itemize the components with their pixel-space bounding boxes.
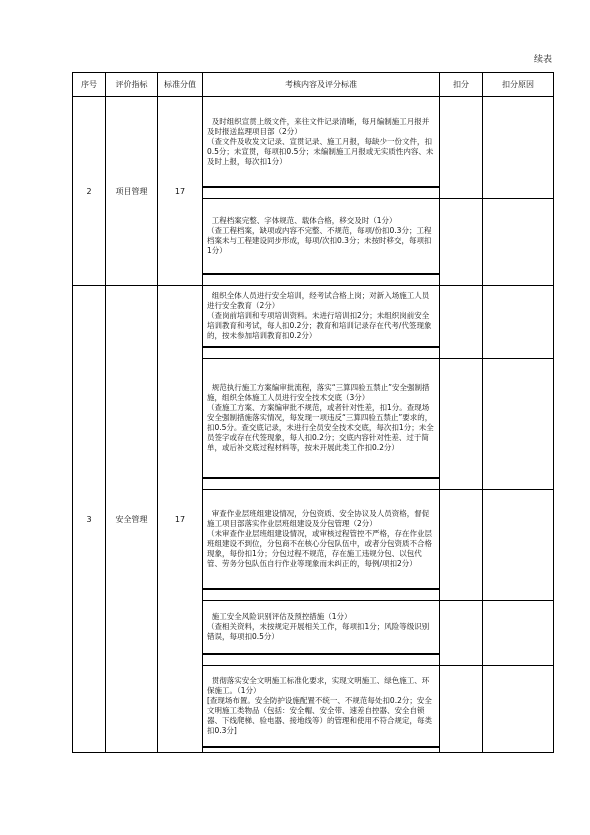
criteria-cell xyxy=(203,490,440,590)
criteria-cell xyxy=(203,286,440,348)
row-divider xyxy=(203,187,440,199)
criteria-cell xyxy=(203,97,440,188)
header-criteria: 考核内容及评分标准 xyxy=(203,73,440,97)
deduct-cell[interactable] xyxy=(440,666,483,753)
reason-cell[interactable] xyxy=(483,199,554,286)
section-no: 3 xyxy=(73,286,106,753)
deduct-cell[interactable] xyxy=(440,199,483,286)
criteria-cell xyxy=(203,601,440,655)
section-score: 17 xyxy=(158,286,203,753)
row-divider xyxy=(203,347,440,359)
evaluation-table xyxy=(72,72,554,753)
section-indicator: 安全管理 xyxy=(106,286,158,753)
section-score: 17 xyxy=(158,97,203,286)
row-divider xyxy=(203,589,440,601)
criteria-cell xyxy=(203,666,440,748)
header-score: 标准分值 xyxy=(158,73,203,97)
row-divider xyxy=(203,747,440,753)
deduct-cell[interactable] xyxy=(440,490,483,601)
reason-cell[interactable] xyxy=(483,490,554,601)
section-indicator: 项目管理 xyxy=(106,97,158,286)
criteria-text: 组织全体人员进行安全培训，经考试合格上岗；对新入场施工人员进行安全教育（2分） （查岗前培训和专项培训资料。未进行培训扣2分；未组织岗前安全培训教育和考试，每人扣0.2分；教育和培训记录存在代考/代签现象的，按未参加培训教育扣0.2分） xyxy=(207,291,432,340)
criteria-text: 规范执行施工方案编审批流程，落实“三算四验五禁止”安全强制措施，组织全体施工人员进行安全技术交底（3分） （查施工方案、方案编审批不规范，或者针对性差，扣1分。查现场安全强制措施落实情况，每发现一项违反“三算四验五禁止”要求的，扣0.5分。查交底记录，未进行全员安全技术交底，每次扣1分；未全员签字或存在代签现象，每人扣0.2分；交底内容针对性差、过于简单，或后补交底过程材料等，按未开展此类工作扣0.2分） xyxy=(207,383,434,452)
continued-label: 续表 xyxy=(533,55,552,65)
header-deduct: 扣分 xyxy=(440,73,483,97)
deduct-cell[interactable] xyxy=(440,97,483,199)
criteria-text: 及时组织宣贯上级文件，来往文件记录清晰，每月编制施工月报并及时报送监理项目部（2分） （查文件及收发文记录、宣贯记录、施工月报，每缺少一份文件，扣0.5分；未宣贯，每项扣0.5分；未编制施工月报或无实质性内容、未及时上报，每次扣1分） xyxy=(207,116,434,166)
criteria-text: 审查作业层班组建设情况，分包资质、安全协议及人员资格，督促施工项目部落实作业层班组建设及分包管理（2分） （未审查作业层班组建设情况，或审核过程管控不严格，存在作业层班组建设不到位，分包商不在核心分包队伍中，或者分包资质不合格现象，每份扣1分；分包过程不规范，存在施工违规分包、以包代管、劳务分包队伍自行作业等现象而未纠正的，每例/项扣2分） xyxy=(207,509,432,568)
criteria-text: 贯彻落实安全文明施工标准化要求，实现文明施工、绿色施工、环保施工。（1分） [查现场布置。安全防护设施配置不统一、不规范每处扣0.2分；安全文明施工类物品（包括：安全帽、安全带、速差自控器、安全自锁器、下线爬梯、验电器、接地线等）的管理和使用不符合规定，每类扣0.3分] xyxy=(207,676,432,735)
reason-cell[interactable] xyxy=(483,601,554,666)
criteria-text: 施工安全风险识别评估及预控措施（1分） （查相关资料，未按规定开展相关工作，每项扣1分；风险等级识别错误，每项扣0.5分） xyxy=(207,612,430,641)
deduct-cell[interactable] xyxy=(440,286,483,359)
row-divider xyxy=(203,654,440,666)
reason-cell[interactable] xyxy=(483,359,554,490)
header-row xyxy=(73,73,554,97)
criteria-text: 工程档案完整、字体规范、载体合格，移交及时（1分） （查工程档案，缺项或内容不完整、不规范，每项/份扣0.3分；工程档案未与工程建设同步形成，每项/次扣0.3分；未按时移交，每项扣1分） xyxy=(207,216,432,255)
header-indicator: 评价指标 xyxy=(106,73,158,97)
header-no: 序号 xyxy=(73,73,106,97)
criteria-cell xyxy=(203,199,440,275)
criteria-cell xyxy=(203,359,440,479)
table-row xyxy=(73,286,554,348)
row-divider xyxy=(203,274,440,286)
row-divider xyxy=(203,478,440,490)
deduct-cell[interactable] xyxy=(440,359,483,490)
section-no: 2 xyxy=(73,97,106,286)
reason-cell[interactable] xyxy=(483,286,554,359)
header-reason: 扣分原因 xyxy=(483,73,554,97)
reason-cell[interactable] xyxy=(483,666,554,753)
reason-cell[interactable] xyxy=(483,97,554,199)
deduct-cell[interactable] xyxy=(440,601,483,666)
table-row xyxy=(73,97,554,188)
